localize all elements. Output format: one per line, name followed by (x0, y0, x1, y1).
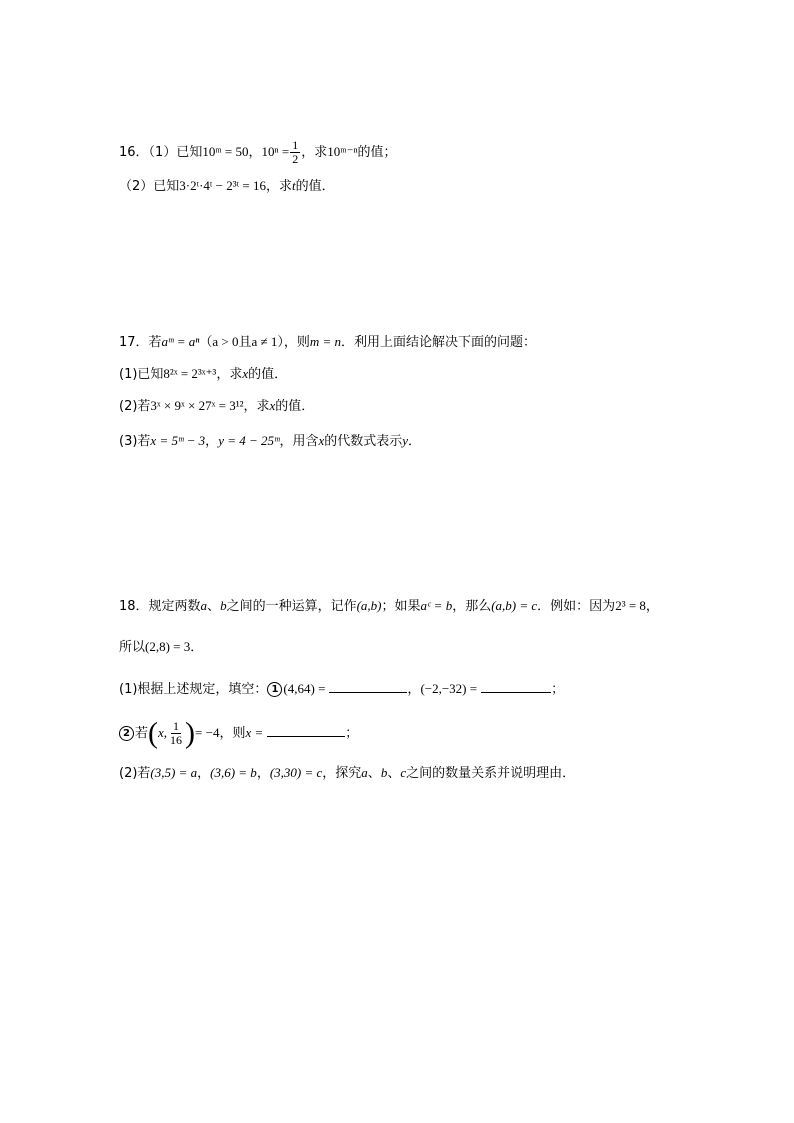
q18-p1b-eq: = −4 (195, 725, 220, 740)
left-paren: ( (148, 716, 159, 750)
q18-t2: ；如果 (381, 599, 421, 614)
q17-p1-eq: 8²ˣ = 2³ˣ⁺³ (163, 366, 217, 381)
q18-so: 所以 (119, 640, 146, 655)
q18-p2-c: c (400, 765, 407, 780)
q18-part1b (119, 718, 358, 749)
q18-so (119, 638, 203, 657)
q17-number: 17．若 (119, 335, 162, 350)
separator: 、 (387, 766, 401, 781)
q18-p1-expr1: (4,64) = (283, 681, 326, 696)
q17-p3-eq2: y = 4 − 25ᵐ (218, 433, 280, 448)
q18-p2-mid: ，探究 (322, 766, 362, 781)
q18-p1b-fraction (168, 720, 184, 747)
circled-number-2-icon: 2 (119, 726, 134, 741)
circled-number-1-icon: 1 (267, 682, 282, 697)
q18-p1-end: ； (551, 682, 565, 697)
answer-blank-1[interactable] (329, 680, 407, 693)
right-paren: ) (185, 716, 196, 750)
q16-number: 16． (119, 145, 149, 160)
q16-ask-expr: 10ᵐ⁻ⁿ (327, 144, 358, 159)
fraction-denominator: 16 (170, 733, 183, 747)
separator: 、 (367, 766, 381, 781)
q17-stem (119, 333, 536, 352)
q16-var-t: t (291, 178, 296, 193)
separator: ， (197, 766, 211, 781)
q17-then: ，则 (283, 335, 310, 350)
q16-ask: ，求 (301, 145, 328, 160)
q18-p2-e1: (3,5) = a (150, 765, 198, 780)
q18-p2-e3: (3,30) = c (269, 765, 323, 780)
q18-p1-expr2: (−2,−32) = (420, 681, 478, 696)
q18-p1b-mid: ，则 (219, 726, 246, 741)
q17-p3-mid: ，用含 (279, 434, 319, 449)
q17-cond-paren: （a > 0且a ≠ 1） (199, 334, 284, 349)
q17-p2-mid: ，求 (243, 399, 270, 414)
q17-p2-prefix: (2)若 (119, 399, 151, 414)
q17-p2-var: x (269, 398, 276, 413)
q17-part1 (119, 365, 287, 384)
q18-t1: 之间的一种运算，记作 (226, 599, 357, 614)
q16-part1-prefix: （1）已知 (148, 145, 203, 160)
q18-b: b (220, 598, 227, 613)
q16-part2-mid: ，求 (265, 179, 292, 194)
separator: 、 (207, 599, 221, 614)
q18-t3: ，那么 (452, 599, 492, 614)
q16-fraction (290, 139, 300, 166)
q17-p3-suffix: ． (408, 434, 422, 449)
q18-so-expr: (2,8) = 3 (145, 639, 191, 654)
answer-blank-2[interactable] (481, 680, 551, 693)
q17-p1-prefix: (1)已知 (119, 367, 164, 382)
q16-eq2-left: 10ⁿ = (261, 144, 290, 159)
q16-part1-suffix: 的值； (357, 145, 397, 160)
q18-p1b-prefix: 若 (135, 726, 149, 741)
q17-p1-mid: ，求 (216, 367, 243, 382)
q17-concl: m = n (309, 334, 342, 349)
q16-part2 (119, 177, 335, 196)
q17-p3-var2: y (402, 433, 409, 448)
fraction-numerator: 1 (173, 719, 180, 733)
q16-part2-prefix: （2）已知 (119, 179, 180, 194)
q18-p1b-x: x, (158, 725, 168, 740)
q16-eq1: 10ᵐ = 50 (202, 144, 249, 159)
q18-notation: (a,b) (356, 598, 382, 613)
q17-p2-suffix: 的值． (275, 399, 315, 414)
q17-p3-var: x (318, 433, 325, 448)
q16-part1 (119, 139, 397, 166)
q16-eq3: 3·2ᵗ·4ᵗ − 2³ᵗ = 16 (179, 178, 266, 193)
separator: ， (407, 682, 421, 697)
q17-p3-prefix: (3)若 (119, 434, 151, 449)
q18-p1b-var: x = (245, 725, 264, 740)
q18-t5: ， (645, 599, 659, 614)
q17-rest: ．利用上面结论解决下面的问题： (341, 335, 537, 350)
q18-part2 (119, 764, 575, 783)
q18-def2: (a,b) = c (491, 598, 538, 613)
q17-p1-var: x (242, 366, 249, 381)
q17-part3 (119, 432, 421, 451)
separator: ， (248, 145, 262, 160)
fraction-denominator: 2 (292, 152, 299, 166)
q18-p2-b: b (380, 765, 388, 780)
q18-stem (119, 597, 659, 616)
q18-p2-e2: (3,6) = b (210, 765, 257, 780)
q18-part1 (119, 680, 564, 699)
q18-so-end: ． (190, 640, 204, 655)
separator: ， (205, 434, 219, 449)
q18-p1b-end: ； (345, 726, 359, 741)
q18-t4: ．例如：因为 (537, 599, 616, 614)
fraction-numerator: 1 (292, 138, 299, 152)
q18-p2-a: a (361, 765, 368, 780)
q18-p1-prefix: (1)根据上述规定，填空： (119, 682, 268, 697)
separator: ， (256, 766, 270, 781)
q17-p3-mid2: 的代数式表示 (324, 434, 403, 449)
q16-part2-suffix: 的值． (295, 179, 335, 194)
q18-example: 2³ = 8 (615, 598, 646, 613)
q18-def: aᶜ = b (420, 598, 453, 613)
q17-p1-suffix: 的值． (248, 367, 288, 382)
q17-cond: aᵐ = aⁿ (161, 334, 200, 349)
q18-p2-prefix: (2)若 (119, 766, 151, 781)
q18-p2-suffix: 之间的数量关系并说明理由． (406, 766, 576, 781)
q18-a: a (200, 598, 208, 613)
q17-part2 (119, 397, 314, 416)
q18-number: 18．规定两数 (119, 599, 201, 614)
q17-p3-eq1: x = 5ᵐ − 3 (150, 433, 206, 448)
q17-p2-eq: 3ˣ × 9ˣ × 27ˣ = 3¹² (150, 398, 244, 413)
answer-blank-3[interactable] (267, 724, 345, 737)
